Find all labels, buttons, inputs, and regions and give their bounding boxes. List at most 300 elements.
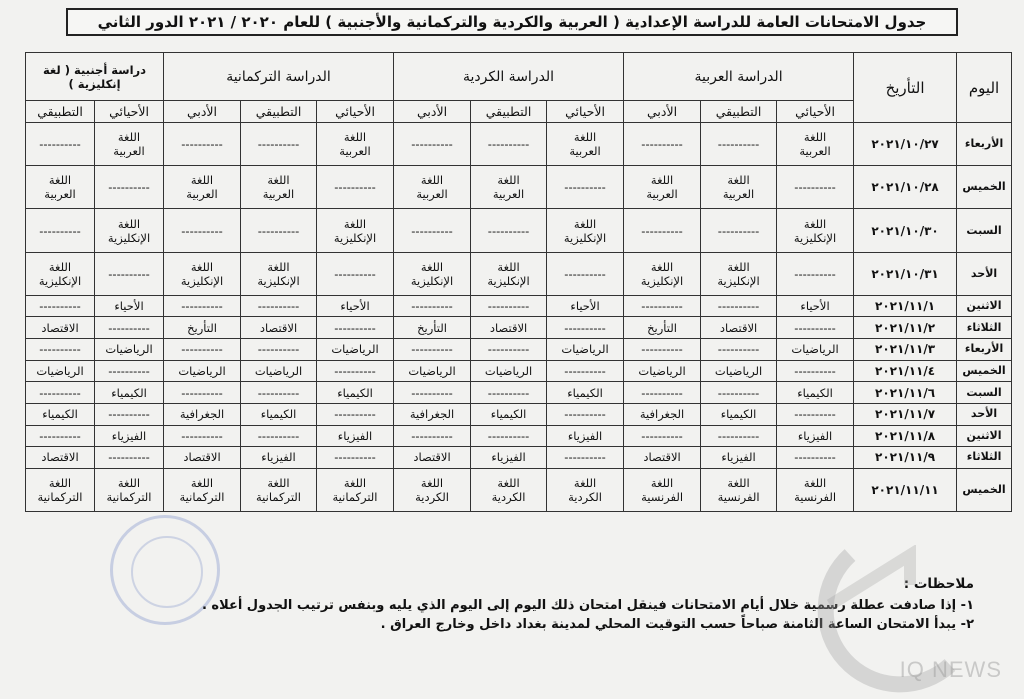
- subject-cell: [26, 252, 95, 295]
- subject-text: اللغة التركمانية: [37, 475, 83, 504]
- subject-cell: [624, 317, 701, 339]
- subject-cell: [241, 360, 317, 382]
- subject-text: اللغة الإنكليزية: [38, 259, 82, 288]
- subject-cell: [471, 295, 547, 317]
- subject-text: ----------: [257, 137, 300, 152]
- subject-cell: [95, 403, 164, 425]
- subject-cell: [241, 425, 317, 447]
- subject-cell: [701, 123, 777, 166]
- subject-text: الأحياء: [114, 299, 144, 314]
- day-cell: الأحد: [957, 252, 1012, 295]
- subject-cell: [547, 382, 624, 404]
- subject-cell: [394, 166, 471, 209]
- table-row: [26, 295, 1012, 317]
- subject-cell: [317, 403, 394, 425]
- date-cell: ٢٠٢١/١١/٢: [854, 317, 957, 339]
- subject-cell: [317, 360, 394, 382]
- exam-schedule-table: [25, 52, 1012, 512]
- subject-cell: [471, 468, 547, 511]
- subject-text: الرياضيات: [254, 364, 303, 378]
- table-row: [26, 447, 1012, 469]
- subject-text: اللغة الفرنسية: [717, 475, 760, 504]
- subject-cell: [241, 403, 317, 425]
- subject-text: ----------: [487, 137, 530, 152]
- subject-cell: [241, 382, 317, 404]
- subject-cell: [164, 317, 241, 339]
- subject-text: الرياضيات: [178, 364, 226, 378]
- subject-cell: [777, 339, 854, 361]
- subject-text: التأريخ: [187, 320, 217, 335]
- subject-text: ----------: [794, 180, 836, 195]
- subject-text: ----------: [257, 299, 300, 314]
- subject-text: الاقتصاد: [719, 320, 758, 335]
- group-header-turkmen: الدراسة التركمانية: [164, 53, 394, 101]
- subject-cell: [701, 403, 777, 425]
- subject-cell: [547, 123, 624, 166]
- subject-cell: [164, 468, 241, 511]
- subject-cell: [394, 123, 471, 166]
- subject-cell: [95, 468, 164, 511]
- subject-cell: [317, 468, 394, 511]
- subject-text: ----------: [181, 385, 223, 400]
- subject-text: الفيزياء: [111, 428, 147, 443]
- subject-text: الفيزياء: [721, 450, 756, 465]
- subject-cell: [547, 317, 624, 339]
- subject-text: ----------: [641, 428, 683, 443]
- subject-text: اللغة العربية: [569, 130, 601, 159]
- note-item-1: ١- إذا صادفت عطلة رسمية خلال أيام الامتحانات فينقل امتحان ذلك اليوم إلى اليوم الذي يليه وبنفس ترتيب الجدول أعلاه .: [201, 598, 974, 613]
- subject-text: ----------: [717, 137, 760, 152]
- subject-text: ----------: [487, 299, 530, 314]
- date-cell: ٢٠٢١/١١/٧: [854, 403, 957, 425]
- subject-cell: [777, 209, 854, 252]
- subject-cell: [394, 295, 471, 317]
- date-cell: ٢٠٢١/١١/٨: [854, 425, 957, 447]
- subject-text: ----------: [641, 223, 683, 238]
- subheader-cell: الأحيائي: [547, 101, 624, 123]
- subject-cell: [317, 317, 394, 339]
- date-header: التأريخ: [854, 53, 957, 123]
- subject-text: ----------: [39, 223, 81, 238]
- subject-cell: [777, 447, 854, 469]
- subject-cell: [95, 317, 164, 339]
- subject-cell: [471, 209, 547, 252]
- subject-cell: [701, 317, 777, 339]
- subject-cell: [241, 447, 317, 469]
- subject-cell: [547, 425, 624, 447]
- subject-text: الفيزياء: [797, 428, 833, 443]
- subject-cell: [471, 252, 547, 295]
- subheader-cell: التطبيقي: [241, 101, 317, 123]
- subject-text: الفيزياء: [337, 428, 373, 443]
- subject-cell: [777, 403, 854, 425]
- subject-text: ----------: [181, 428, 223, 443]
- day-cell: الأربعاء: [957, 123, 1012, 166]
- subject-cell: [26, 360, 95, 382]
- subject-cell: [26, 166, 95, 209]
- subject-text: ----------: [411, 223, 453, 238]
- subject-cell: [394, 317, 471, 339]
- day-cell: السبت: [957, 209, 1012, 252]
- subject-text: ----------: [108, 320, 150, 335]
- subject-cell: [317, 339, 394, 361]
- subject-text: الكيمياء: [720, 407, 757, 422]
- subheader-cell: التطبيقي: [471, 101, 547, 123]
- group-header-row: [26, 53, 1012, 101]
- subject-cell: [394, 252, 471, 295]
- subject-text: الكيمياء: [490, 407, 527, 422]
- subheader-cell: التطبيقي: [26, 101, 95, 123]
- subject-text: الكيمياء: [567, 385, 603, 400]
- subject-text: ----------: [39, 428, 81, 443]
- subject-cell: [241, 317, 317, 339]
- subject-cell: [471, 339, 547, 361]
- subject-text: اللغة الإنكليزية: [487, 259, 530, 288]
- subject-text: ----------: [334, 320, 376, 335]
- day-cell: الاثنين: [957, 425, 1012, 447]
- subject-cell: [471, 360, 547, 382]
- subject-text: الأحياء: [340, 299, 370, 314]
- subheader-cell: الأحيائي: [317, 101, 394, 123]
- subject-cell: [547, 339, 624, 361]
- date-cell: ٢٠٢١/١١/٩: [854, 447, 957, 469]
- subject-cell: [394, 209, 471, 252]
- subject-text: ----------: [108, 180, 150, 195]
- subject-text: ----------: [257, 428, 300, 443]
- subject-cell: [701, 339, 777, 361]
- subject-text: الفيزياء: [261, 450, 296, 465]
- subject-text: ----------: [564, 266, 606, 281]
- subject-cell: [777, 295, 854, 317]
- subject-cell: [164, 123, 241, 166]
- subject-cell: [95, 123, 164, 166]
- subject-text: ----------: [334, 364, 376, 378]
- subject-cell: [547, 209, 624, 252]
- subject-text: اللغة الإنكليزية: [793, 216, 837, 245]
- note-item-2: ٢- يبدأ الامتحان الساعة الثامنة صباحاً حسب التوقيت المحلي لمدينة بغداد داخل وخارج العراق .: [380, 617, 974, 632]
- subject-cell: [624, 295, 701, 317]
- subject-cell: [547, 252, 624, 295]
- subject-cell: [777, 382, 854, 404]
- subject-cell: [164, 447, 241, 469]
- subject-cell: [95, 252, 164, 295]
- date-cell: ٢٠٢١/١١/٣: [854, 339, 957, 361]
- subject-text: اللغة الكردية: [568, 475, 602, 504]
- subject-cell: [164, 252, 241, 295]
- subject-cell: [624, 425, 701, 447]
- subject-text: الجغرافية: [409, 407, 455, 422]
- subject-text: الاقتصاد: [41, 450, 79, 465]
- subject-cell: [95, 447, 164, 469]
- subject-cell: [624, 468, 701, 511]
- subject-text: اللغة التركمانية: [332, 475, 378, 504]
- subject-text: اللغة العربية: [646, 173, 678, 202]
- subject-cell: [164, 339, 241, 361]
- subject-text: ----------: [411, 137, 453, 152]
- subject-cell: [317, 209, 394, 252]
- subject-cell: [95, 209, 164, 252]
- subject-text: ----------: [794, 364, 836, 378]
- date-cell: ٢٠٢١/١١/١: [854, 295, 957, 317]
- subject-cell: [701, 166, 777, 209]
- schedule-body: [26, 123, 1012, 512]
- subject-text: ----------: [108, 450, 150, 465]
- subject-text: ----------: [794, 450, 836, 465]
- subject-text: الأحياء: [800, 299, 830, 314]
- subject-cell: [164, 209, 241, 252]
- subject-text: ----------: [411, 299, 453, 314]
- subject-cell: [95, 382, 164, 404]
- subject-cell: [624, 447, 701, 469]
- subject-cell: [701, 382, 777, 404]
- subject-text: اللغة العربية: [799, 130, 831, 159]
- subject-text: ----------: [564, 320, 606, 335]
- subject-text: ----------: [717, 428, 760, 443]
- subject-text: اللغة العربية: [44, 173, 76, 202]
- date-cell: ٢٠٢١/١٠/٣١: [854, 252, 957, 295]
- subject-cell: [777, 425, 854, 447]
- subject-cell: [164, 403, 241, 425]
- group-header-foreign: دراسة أجنبية ( لغة إنكليزية ): [26, 53, 164, 101]
- subject-cell: [394, 403, 471, 425]
- subject-text: ----------: [257, 342, 300, 357]
- subject-text: ----------: [334, 180, 376, 195]
- subject-text: الاقتصاد: [643, 450, 681, 465]
- subject-text: ----------: [641, 385, 683, 400]
- subject-cell: [317, 425, 394, 447]
- group-header-arabic: الدراسة العربية: [624, 53, 854, 101]
- subject-text: ----------: [717, 342, 760, 357]
- subject-cell: [241, 339, 317, 361]
- table-row: [26, 123, 1012, 166]
- subject-cell: [624, 339, 701, 361]
- subject-text: اللغة الكردية: [415, 475, 449, 504]
- subject-text: اللغة العربية: [262, 173, 295, 202]
- title-text: جدول الامتحانات العامة للدراسة الإعدادية ( العربية والكردية والتركمانية والأجنبية ) للعام ٢٠٢٠ / ٢٠٢١ الدور الثاني: [97, 13, 927, 31]
- date-cell: ٢٠٢١/١٠/٢٧: [854, 123, 957, 166]
- subheader-cell: الأحيائي: [777, 101, 854, 123]
- subject-cell: [26, 403, 95, 425]
- subject-cell: [471, 317, 547, 339]
- subject-cell: [95, 360, 164, 382]
- subject-text: اللغة الكردية: [491, 475, 526, 504]
- subject-text: اللغة العربية: [339, 130, 371, 159]
- subject-cell: [95, 339, 164, 361]
- day-cell: الاثنين: [957, 295, 1012, 317]
- subject-text: الرياضيات: [105, 342, 153, 357]
- subject-cell: [777, 360, 854, 382]
- date-cell: ٢٠٢١/١٠/٣٠: [854, 209, 957, 252]
- subject-text: ----------: [564, 180, 606, 195]
- subject-text: الرياضيات: [561, 342, 609, 357]
- subject-text: ----------: [487, 342, 530, 357]
- subject-cell: [777, 166, 854, 209]
- subject-cell: [26, 447, 95, 469]
- subject-text: اللغة الإنكليزية: [563, 216, 607, 245]
- subject-text: اللغة الإنكليزية: [640, 259, 684, 288]
- table-row: [26, 403, 1012, 425]
- subject-text: الرياضيات: [638, 364, 686, 378]
- subject-text: ----------: [794, 320, 836, 335]
- subject-text: اللغة التركمانية: [106, 475, 152, 504]
- subject-cell: [164, 295, 241, 317]
- table-row: [26, 252, 1012, 295]
- subject-text: ----------: [39, 385, 81, 400]
- subject-cell: [547, 166, 624, 209]
- subject-text: التأريخ: [647, 320, 677, 335]
- subject-text: اللغة الإنكليزية: [107, 216, 151, 245]
- subject-text: ----------: [487, 223, 530, 238]
- subheader-cell: الأدبي: [624, 101, 701, 123]
- subject-cell: [624, 403, 701, 425]
- subject-text: الكيمياء: [337, 385, 373, 400]
- day-cell: الخميس: [957, 468, 1012, 511]
- subject-text: الرياضيات: [36, 364, 84, 378]
- subject-text: ----------: [334, 450, 376, 465]
- subject-text: ----------: [257, 385, 300, 400]
- subject-cell: [471, 403, 547, 425]
- subject-cell: [471, 166, 547, 209]
- subject-text: الرياضيات: [484, 364, 533, 378]
- subject-cell: [164, 360, 241, 382]
- subject-cell: [317, 295, 394, 317]
- subject-text: ----------: [717, 385, 760, 400]
- table-row: [26, 209, 1012, 252]
- subject-text: ----------: [717, 299, 760, 314]
- subject-text: اللغة العربية: [492, 173, 525, 202]
- subject-text: الكيمياء: [111, 385, 147, 400]
- subject-text: اللغة العربية: [416, 173, 448, 202]
- subject-cell: [241, 295, 317, 317]
- subject-cell: [164, 382, 241, 404]
- subject-cell: [241, 468, 317, 511]
- subject-cell: [26, 295, 95, 317]
- subject-text: ----------: [794, 407, 836, 422]
- subject-cell: [701, 252, 777, 295]
- notes-heading: ملاحظات :: [903, 576, 974, 592]
- subject-text: اللغة التركمانية: [179, 475, 225, 504]
- subject-text: اللغة الإنكليزية: [180, 259, 224, 288]
- subject-text: اللغة العربية: [186, 173, 218, 202]
- table-row: [26, 382, 1012, 404]
- subject-text: الفيزياء: [567, 428, 603, 443]
- day-cell: الثلاثاء: [957, 317, 1012, 339]
- subject-text: الجغرافية: [639, 407, 685, 422]
- subject-text: ----------: [257, 223, 300, 238]
- subject-cell: [701, 360, 777, 382]
- subject-text: ----------: [564, 364, 606, 378]
- day-cell: الأربعاء: [957, 339, 1012, 361]
- subject-text: اللغة العربية: [113, 130, 145, 159]
- subject-cell: [394, 360, 471, 382]
- subject-cell: [394, 339, 471, 361]
- table-row: [26, 468, 1012, 511]
- subject-cell: [394, 382, 471, 404]
- subject-cell: [241, 123, 317, 166]
- subject-cell: [547, 403, 624, 425]
- subject-cell: [317, 123, 394, 166]
- subject-cell: [547, 468, 624, 511]
- subject-text: الجغرافية: [179, 407, 225, 422]
- subject-text: ----------: [411, 428, 453, 443]
- subject-text: الاقتصاد: [183, 450, 221, 465]
- subject-text: ----------: [181, 299, 223, 314]
- subject-cell: [26, 339, 95, 361]
- subject-text: اللغة الفرنسية: [794, 475, 837, 504]
- day-cell: الأحد: [957, 403, 1012, 425]
- subject-cell: [624, 382, 701, 404]
- subject-text: ----------: [108, 364, 150, 378]
- subject-cell: [26, 209, 95, 252]
- watermark-text: IQ NEWS: [899, 657, 1002, 682]
- subject-text: الاقتصاد: [489, 320, 528, 335]
- subject-cell: [471, 425, 547, 447]
- day-cell: الثلاثاء: [957, 447, 1012, 469]
- subject-text: اللغة الفرنسية: [641, 475, 684, 504]
- subject-text: الكيمياء: [797, 385, 833, 400]
- subject-text: ----------: [108, 407, 150, 422]
- subject-text: ----------: [487, 428, 530, 443]
- subject-cell: [164, 166, 241, 209]
- subject-text: اللغة الإنكليزية: [257, 259, 300, 288]
- subheader-cell: التطبيقي: [701, 101, 777, 123]
- date-cell: ٢٠٢١/١٠/٢٨: [854, 166, 957, 209]
- subject-text: الرياضيات: [331, 342, 379, 357]
- subject-cell: [95, 166, 164, 209]
- subject-cell: [701, 425, 777, 447]
- watermark-logo: [790, 545, 1020, 695]
- subject-text: ----------: [334, 407, 376, 422]
- subject-text: ----------: [641, 137, 683, 152]
- subject-text: ----------: [794, 266, 836, 281]
- subject-cell: [471, 123, 547, 166]
- subject-cell: [547, 360, 624, 382]
- subject-cell: [164, 425, 241, 447]
- subject-text: اللغة الإنكليزية: [717, 259, 760, 288]
- subject-cell: [701, 295, 777, 317]
- subject-cell: [624, 123, 701, 166]
- subject-cell: [317, 382, 394, 404]
- day-cell: الخميس: [957, 360, 1012, 382]
- subject-cell: [241, 166, 317, 209]
- subject-text: الاقتصاد: [41, 320, 79, 335]
- subject-cell: [95, 425, 164, 447]
- day-header: اليوم: [957, 53, 1012, 123]
- group-header-kurdish: الدراسة الكردية: [394, 53, 624, 101]
- table-row: [26, 360, 1012, 382]
- subject-cell: [624, 252, 701, 295]
- subject-text: اللغة الإنكليزية: [410, 259, 454, 288]
- subject-text: ----------: [181, 137, 223, 152]
- subject-cell: [547, 447, 624, 469]
- subject-cell: [777, 468, 854, 511]
- subject-cell: [26, 317, 95, 339]
- subject-text: ----------: [564, 407, 606, 422]
- subject-text: ----------: [487, 385, 530, 400]
- table-row: [26, 339, 1012, 361]
- subject-cell: [317, 252, 394, 295]
- subject-cell: [95, 295, 164, 317]
- subject-text: ----------: [641, 299, 683, 314]
- subject-cell: [26, 382, 95, 404]
- subject-text: ----------: [39, 299, 81, 314]
- subject-text: الرياضيات: [714, 364, 763, 378]
- subject-cell: [777, 252, 854, 295]
- date-cell: ٢٠٢١/١١/١١: [854, 468, 957, 511]
- subject-cell: [624, 360, 701, 382]
- subject-cell: [547, 295, 624, 317]
- subject-text: اللغة الإنكليزية: [333, 216, 377, 245]
